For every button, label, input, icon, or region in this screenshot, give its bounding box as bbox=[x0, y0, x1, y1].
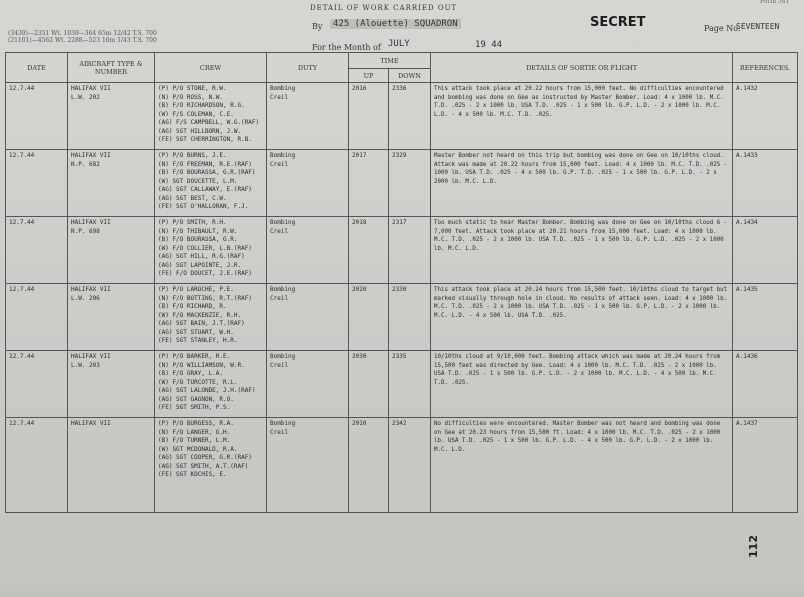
time-down: 2330 bbox=[392, 286, 407, 293]
time-down: 2342 bbox=[392, 420, 407, 427]
col-header-crew: CREW bbox=[155, 53, 267, 83]
col-header-references: REFERENCES. bbox=[733, 53, 798, 83]
crew-member: (N) P/O WILLIAMSON, W.R. bbox=[158, 361, 245, 369]
aircraft-cell bbox=[68, 83, 155, 150]
crew-member: (AG) SGT LAPOINTE, J.R. bbox=[158, 261, 242, 269]
crew-member: (N) F/O BOTTING, R.T.(RAF) bbox=[158, 294, 252, 302]
crew-member: (W) SGT DOUCETTE, L.M. bbox=[158, 177, 238, 185]
date-cell bbox=[6, 284, 68, 351]
aircraft-line: HALIFAX VII bbox=[71, 152, 111, 159]
crew-member: (AG) SGT BEST, C.W. bbox=[158, 194, 227, 202]
aircraft-line: L.W. 203 bbox=[71, 361, 100, 369]
details-cell bbox=[431, 351, 733, 418]
crew-member: (AG) SGT STUART, W.H. bbox=[158, 328, 234, 336]
crew-cell bbox=[155, 217, 267, 284]
sortie-details: Too much static to hear Master Bomber. Bombing was done on Gee on 10/10ths cloud 6 - 7,000 feet. Attack took place at 20.21 hours from 15,000 feet. Load: 4 x 1000 lb. M.C. T.D. .025 - 2 x 1000 lb. USA T.D. .025 - 1 x 500 lb. G.P. L.D. .025 - 2 x 1000 lb. M.C. L.D. bbox=[434, 220, 728, 252]
col-header-up: UP bbox=[349, 69, 389, 83]
crew-member: (B) F/O RICHARDSON, R.G. bbox=[158, 102, 245, 109]
form-code-line: (3439)—2351 Wt. 1039—364 65m 12/42 T.S. 700 bbox=[8, 30, 157, 37]
duty-line: Creil bbox=[270, 294, 289, 302]
sortie-row bbox=[6, 284, 798, 351]
aircraft-cell bbox=[68, 418, 155, 513]
page-stamp-number: 112 bbox=[746, 535, 760, 558]
secret-stamp: SECRET bbox=[590, 15, 646, 30]
time-up: 2010 bbox=[352, 420, 367, 427]
details-cell bbox=[431, 217, 733, 284]
duty-cell bbox=[267, 83, 349, 150]
duty-line: Bombing bbox=[270, 219, 296, 226]
reference-number: A.1436 bbox=[736, 353, 758, 360]
crew-member: (P) P/O STONE, R.W. bbox=[158, 85, 227, 92]
sortie-details: This attack took place at 20.24 hours from 15,500 feet. 10/10ths cloud to target but marked visually through hole in cloud. No results of attack seen. Load: 4 x 1000 lb. M.C. T.D. .025 - 2 x 1000 lb. USA T.D. .025 - 1 x 500 lb. G.P. L.D. - 2 x 1000 lb. M.C. L.D. - 4 x 500 lb. USA T.D. .025. bbox=[434, 287, 728, 319]
crew-member: (N) F/O LANGER, G.H. bbox=[158, 428, 231, 436]
sortie-row bbox=[6, 217, 798, 284]
duty-line: Creil bbox=[270, 227, 289, 235]
reference-number: A.1432 bbox=[736, 85, 758, 92]
crew-cell bbox=[155, 418, 267, 513]
time-down-cell bbox=[389, 351, 431, 418]
time-up: 2018 bbox=[352, 219, 367, 226]
duty-cell bbox=[267, 150, 349, 217]
col-header-date: DATE bbox=[6, 53, 68, 83]
sortie-entries bbox=[6, 83, 798, 513]
time-up-cell bbox=[349, 351, 389, 418]
crew-member: (FE) SGT STANLEY, H.R. bbox=[158, 337, 238, 344]
sortie-details: No difficulties were encountered. Master Bomber was not heard and bombing was done on Gee at 20.23 hours from 15,500 ft. Load: 4 x 1000 lb. M.C. T.D. .025 - 2 x 1000 lb. USA T.D. .025 - 1 x 500 lb. G.P. L.D. - 4 x 500 lb. G.P. L.D. - 2 x 1000 lb. M.C. L.D. bbox=[434, 421, 721, 453]
aircraft-cell bbox=[68, 150, 155, 217]
sortie-details: This attack took place at 20.22 hours from 15,000 feet. No difficulties encountered and bombing was done on Gee as instructed by Master Bomber. Load: 4 x 1000 lb. M.C. T.D. .025 - 2 x 1000 lb. USA T.D. .025 - 1 x 500 lb. G.P. L.D. - 2 x 1000 lb. M.C. L.D. - 4 x 500 lb. M.C. T.D. .025. bbox=[434, 86, 724, 118]
time-down: 2336 bbox=[392, 85, 407, 92]
sortie-date: 12.7.44 bbox=[9, 152, 35, 159]
crew-member: (W) F/S COLEMAN, C.E. bbox=[158, 110, 234, 118]
sortie-details: 10/10ths cloud at 9/10,000 feet. Bombing attack which was made at 20.24 hours from 15,500 feet was directed by Gee. Load: 4 x 1000 lb. M.C. T.D. .025 - 2 x 1000 lb. USA T.D. .025 - 1 x 500 lb. G.P. L.D. - 2 x 1000 lb. M.C. L.D. - 4 x 500 lb. M.C. T.D. .025. bbox=[434, 354, 721, 386]
crew-member: (AG) SGT LALONDE, J.H.(RAF) bbox=[158, 387, 256, 394]
crew-member: (B) F/O BOURASSA, G.R.(RAF) bbox=[158, 169, 256, 176]
month-value: JULY bbox=[388, 39, 410, 49]
time-down: 2329 bbox=[392, 152, 407, 159]
aircraft-line: L.W. 202 bbox=[71, 93, 100, 101]
crew-cell bbox=[155, 83, 267, 150]
crew-member: (N) P/O ROSS, N.W. bbox=[158, 93, 224, 101]
crew-member: (W) F/O TURCOTTE, R.L. bbox=[158, 378, 238, 386]
reference-cell bbox=[733, 351, 798, 418]
page-no-label: Page No. bbox=[704, 24, 741, 33]
time-up: 2017 bbox=[352, 152, 367, 159]
reference-cell bbox=[733, 418, 798, 513]
month-label: For the Month of bbox=[312, 43, 381, 52]
aircraft-line: HALIFAX VII bbox=[71, 353, 111, 360]
crew-member: (P) P/O SMITH, R.H. bbox=[158, 219, 227, 226]
time-down-cell bbox=[389, 217, 431, 284]
date-cell bbox=[6, 83, 68, 150]
reference-cell bbox=[733, 284, 798, 351]
crew-cell bbox=[155, 150, 267, 217]
time-up: 2016 bbox=[352, 85, 367, 92]
aircraft-cell bbox=[68, 217, 155, 284]
aircraft-line: HALIFAX VII bbox=[71, 286, 111, 293]
crew-member: (AG) SGT HILL, R.G.(RAF) bbox=[158, 253, 245, 260]
aircraft-line: HALIFAX VII bbox=[71, 219, 111, 226]
reference-cell bbox=[733, 217, 798, 284]
crew-member: (B) F/O GRAY, L.A. bbox=[158, 370, 224, 377]
reference-cell bbox=[733, 150, 798, 217]
col-header-time: TIME bbox=[349, 53, 431, 69]
time-down-cell bbox=[389, 284, 431, 351]
details-cell bbox=[431, 150, 733, 217]
crew-member: (P) P/O LAROCHE, P.E. bbox=[158, 286, 234, 293]
date-cell bbox=[6, 150, 68, 217]
crew-cell bbox=[155, 351, 267, 418]
time-down-cell bbox=[389, 83, 431, 150]
year-value: 19 44 bbox=[475, 40, 503, 50]
details-cell bbox=[431, 83, 733, 150]
duty-line: Bombing bbox=[270, 286, 296, 293]
crew-member: (FE) SGT O'HALLORAN, F.J. bbox=[158, 203, 249, 210]
time-down: 2317 bbox=[392, 219, 407, 226]
crew-member: (B) F/O TURNER, L.M. bbox=[158, 437, 231, 444]
crew-member: (AG) SGT GAGNON, R.O. bbox=[158, 395, 234, 403]
crew-member: (W) F/O MACKENZIE, R.H. bbox=[158, 311, 242, 319]
form-code-line: (21101)—4562 Wt. 2288—523 10m 1/43 T.S. 700 bbox=[8, 37, 157, 44]
date-cell bbox=[6, 351, 68, 418]
time-down-cell bbox=[389, 418, 431, 513]
time-down-cell bbox=[389, 150, 431, 217]
form-title: DETAIL OF WORK CARRIED OUT bbox=[310, 4, 458, 12]
crew-member: (FE) SGT KOCHIS, E. bbox=[158, 471, 227, 478]
crew-member: (FE) SGT CHERRINGTON, R.B. bbox=[158, 136, 252, 143]
aircraft-line: L.W. 206 bbox=[71, 294, 100, 302]
crew-member: (P) P/O BURGESS, R.A. bbox=[158, 420, 234, 427]
crew-member: (FE) SGT SMITH, P.S. bbox=[158, 404, 231, 411]
duty-cell bbox=[267, 217, 349, 284]
sortie-row bbox=[6, 150, 798, 217]
crew-member: (W) F/O COLLIER, L.B.(RAF) bbox=[158, 244, 252, 252]
crew-cell bbox=[155, 284, 267, 351]
sortie-date: 12.7.44 bbox=[9, 286, 35, 293]
reference-number: A.1434 bbox=[736, 219, 758, 226]
time-up-cell bbox=[349, 150, 389, 217]
aircraft-line: HALIFAX VII bbox=[71, 420, 111, 427]
sortie-log-table bbox=[5, 52, 798, 513]
crew-member: (AG) SGT SMITH, A.T.(RAF) bbox=[158, 462, 249, 470]
col-header-aircraft: AIRCRAFT TYPE & NUMBER bbox=[68, 53, 155, 83]
reference-cell bbox=[733, 83, 798, 150]
time-up: 2030 bbox=[352, 353, 367, 360]
sortie-date: 12.7.44 bbox=[9, 219, 35, 226]
date-cell bbox=[6, 217, 68, 284]
squadron-name: 425 (Alouette) SQUADRON bbox=[330, 19, 461, 29]
col-header-duty: DUTY bbox=[267, 53, 349, 83]
duty-line: Bombing bbox=[270, 353, 296, 360]
crew-member: (W) SGT MCDONALD, R.A. bbox=[158, 445, 238, 453]
duty-line: Bombing bbox=[270, 420, 296, 427]
crew-member: (N) F/O THIBAULT, R.W. bbox=[158, 227, 238, 235]
col-header-details: DETAILS OF SORTIE OR FLIGHT bbox=[431, 53, 733, 83]
aircraft-cell bbox=[68, 284, 155, 351]
duty-cell bbox=[267, 284, 349, 351]
sortie-row bbox=[6, 418, 798, 513]
aircraft-cell bbox=[68, 351, 155, 418]
crew-member: (P) P/O BARKER, R.E. bbox=[158, 353, 231, 360]
duty-cell bbox=[267, 418, 349, 513]
crew-member: (N) F/O FREEMAN, R.E.(RAF) bbox=[158, 160, 252, 168]
form-codes bbox=[8, 30, 157, 44]
date-cell bbox=[6, 418, 68, 513]
reference-number: A.1433 bbox=[736, 152, 758, 159]
duty-line: Bombing bbox=[270, 152, 296, 159]
duty-line: Creil bbox=[270, 93, 289, 101]
page-bottom-edge bbox=[0, 585, 804, 597]
crew-member: (P) P/O BURNS, J.E. bbox=[158, 152, 227, 159]
crew-member: (AG) F/S CAMPBELL, W.G.(RAF) bbox=[158, 119, 260, 126]
details-cell bbox=[431, 418, 733, 513]
sortie-details: Master Bomber not heard on this trip but bombing was done on Gee on 10/10ths cloud. Attack was made at 20.22 hours from 15,000 feet. Load: 4 x 1000 lb. M.C. T.D. .025 - 1000 lb. USA T.D. .025 - 4 x 500 lb. G.P. T.D. .025 - 1 x 500 lb. G.P. L.D. - 2 x 2000 lb. M.C. L.D. bbox=[434, 153, 728, 185]
page-no-value: SEVENTEEN bbox=[736, 22, 780, 31]
sortie-row bbox=[6, 83, 798, 150]
sortie-row bbox=[6, 351, 798, 418]
sortie-date: 12.7.44 bbox=[9, 353, 35, 360]
col-header-down: DOWN bbox=[389, 69, 431, 83]
time-up-cell bbox=[349, 217, 389, 284]
duty-line: Creil bbox=[270, 361, 289, 369]
duty-line: Bombing bbox=[270, 85, 296, 92]
crew-member: (AG) SGT BAIN, J.T.(RAF) bbox=[158, 320, 245, 327]
time-up-cell bbox=[349, 418, 389, 513]
corner-form-mark: Form 541 bbox=[760, 0, 790, 5]
crew-member: (B) F/O BOURASSA, G.R. bbox=[158, 236, 238, 243]
crew-member: (B) F/O RICHARD, R. bbox=[158, 303, 227, 310]
reference-number: A.1435 bbox=[736, 286, 758, 293]
duty-cell bbox=[267, 351, 349, 418]
crew-member: (AG) SGT CALLAWAY, E.(RAF) bbox=[158, 186, 252, 193]
crew-member: (FE) F/O DOUCET, J.E.(RAF) bbox=[158, 270, 252, 277]
by-label: By bbox=[312, 22, 323, 31]
sortie-date: 12.7.44 bbox=[9, 85, 35, 92]
time-up: 2020 bbox=[352, 286, 367, 293]
duty-line: Creil bbox=[270, 160, 289, 168]
aircraft-line: N.P. 682 bbox=[71, 160, 100, 168]
time-up-cell bbox=[349, 83, 389, 150]
time-down: 2335 bbox=[392, 353, 407, 360]
details-cell bbox=[431, 284, 733, 351]
crew-member: (AG) SGT HILLBORN, J.W. bbox=[158, 127, 242, 135]
aircraft-line: HALIFAX VII bbox=[71, 85, 111, 92]
aircraft-line: N.P. 698 bbox=[71, 227, 100, 235]
duty-line: Creil bbox=[270, 428, 289, 436]
reference-number: A.1437 bbox=[736, 420, 758, 427]
sortie-date: 12.7.44 bbox=[9, 420, 35, 427]
crew-member: (AG) SGT COOPER, G.R.(RAF) bbox=[158, 454, 252, 461]
time-up-cell bbox=[349, 284, 389, 351]
